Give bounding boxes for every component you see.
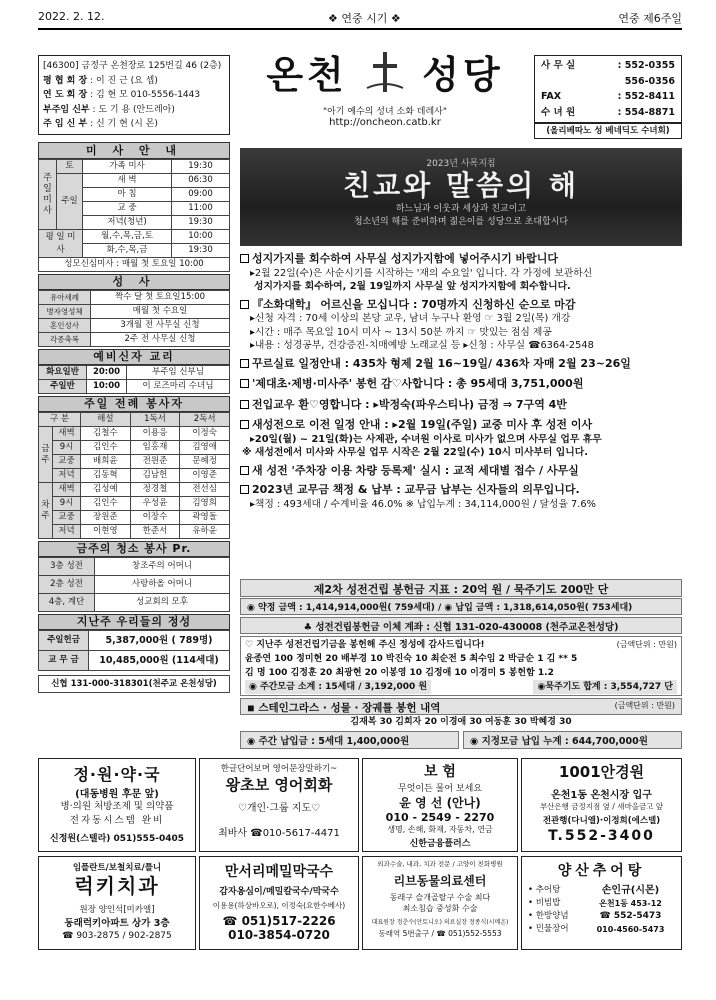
ad-glasses: 1001안경원 온천1동 온천시장 입구 부산은행 금정지점 옆 / 새마을금고 앞 전관행(다니엘)·이정희(에스델) T.552-3400 — [521, 758, 682, 852]
top-bar — [38, 10, 682, 28]
table-row: 9시 김인수 임홍재 김영애 — [39, 441, 230, 455]
offering-title: 지난주 우리들의 정성 — [38, 614, 230, 630]
table-row: 평 일 미 사 월,수,목,금,토 10:00 — [39, 230, 230, 244]
ad-vet: 외과수술, 내과, 치과 전문 / 고양이 친화병원 리브동물의료센터 동래구 슬개골탈구 수술 최다 최소침습 중성화 수술 대표원장 정춘수(안토니오) 의료실장 정종식(시메온) 동래역 5번출구 / ☎ 051)552-5553 — [362, 856, 518, 950]
unit-note: (금액단위 : 만원) — [616, 640, 677, 649]
season-mark: ❖ — [328, 12, 338, 25]
table-row: 주일반 10:00 이 로즈마리 수녀님 — [39, 380, 230, 394]
info-row: 부주임 신부 : 도 기 용 (안드레아) — [43, 104, 175, 115]
table-row: 저녁(청년) 19:30 — [39, 216, 230, 230]
ad-dental: 임플란트/보철치료/틀니 럭키치과 원장 양인석[미카엘] 동래럭키아파트 상가 3층 ☎ 903-2875 / 902-2875 — [38, 856, 196, 950]
glass-donors: 김재복 30 김희자 20 이경애 30 여동훈 30 박혜경 30 — [350, 717, 572, 727]
square-bullet-icon — [240, 300, 249, 309]
cleaning-title: 금주의 청소 봉사 Pr. — [38, 541, 230, 557]
table-row: 혼인성사 3개월 전 사무실 신청 — [39, 319, 230, 333]
thanks-line: ♡ 지난주 성전건립기금을 봉헌해 주신 정성에 감사드립니다! — [245, 640, 485, 650]
weekly-payment: ◉ 주간 납입금 : 5세대 1,400,000원 — [240, 731, 459, 749]
mass-title: 미 사 안 내 — [38, 142, 230, 159]
rosary-total: ◉묵주기도 합계 : 3,554,727 단 — [533, 680, 677, 694]
square-bullet-icon — [240, 485, 249, 494]
ad-pharmacy: 정·원·약·국 (대동병원 후문 앞) 병·의원 처방조제 및 의약품 전자동시스템 완비 신정원(스텔라) 051)555-0405 — [38, 758, 196, 852]
banner — [240, 148, 682, 246]
table-row: 차주 새벽 김성예 정경철 전선심 — [39, 483, 230, 497]
building-title: 제2차 성전건립 봉헌금 지표 : 20억 원 / 묵주기도 200만 단 — [240, 579, 682, 597]
cleaning-table — [38, 557, 230, 612]
square-bullet-icon — [240, 379, 249, 388]
info-row: 평 협 회 장 : 이 진 근 (요 셉) — [43, 75, 158, 86]
total-payment: ◉ 지정모금 납입 누계 : 644,700,000원 — [463, 731, 682, 749]
top-rule — [38, 28, 682, 30]
donor-line: 윤종연 100 정미현 20 배부경 10 박진숙 10 최순전 5 최수임 2 박금순 1 김 ** 5 — [245, 654, 578, 664]
table-row: 병자영성체 매월 첫 수요일 — [39, 305, 230, 319]
offering-table — [38, 630, 230, 671]
table-row: 금주 새벽 김철수 이용응 이정숙 — [39, 427, 230, 441]
info-row: [46300] 금정구 온천장로 125번길 46 (2층) — [43, 61, 222, 71]
table-row: 교중 장원준 이장수 곽영돌 — [39, 511, 230, 525]
menu-item: • 민물장어 — [528, 924, 569, 934]
website-link[interactable]: http://oncheon.catb.kr — [329, 117, 441, 128]
notice-item: 성지가지를 회수하여 사무실 성지가지함에 넣어주시기 바랍니다 ▸2월 22일(수)은 사순시기를 시작하는 '재의 수요일' 입니다. 각 가정에 보관하신 성지가지를 회수하여, 2월 19일까지 사무실 앞 성지가지함에 회수합니다. — [240, 252, 682, 294]
table-row: 화,수,목,금 19:30 — [39, 244, 230, 258]
sacraments-table — [38, 290, 230, 347]
ad-eel: 양산추어탕 • 추어탕 • 비빔밥 • 한방양념 • 민물장어 손인규(시몬) 온천1동 453-12 ☎ 552-5473 010-4560-5473 — [521, 856, 682, 950]
masthead-right: 성당 — [422, 53, 504, 97]
table-row: 교 무 금 10,485,000원 (114세대) — [39, 651, 230, 671]
notice-item: 꾸르실료 일정안내 : 435차 형제 2월 16~19일/ 436차 자매 2월 23~26일 — [240, 357, 682, 372]
table-row: 교 중 11:00 — [39, 202, 230, 216]
servers-title: 주일 전례 봉사자 — [38, 396, 230, 412]
table-row: 2층 성전 사랑하올 어머니 — [39, 576, 230, 594]
menu-item: • 비빔밥 — [528, 898, 561, 908]
table-row: 저녁 이현영 한준서 유하윤 — [39, 525, 230, 539]
table-row: 아 침 09:00 — [39, 188, 230, 202]
mass-table — [38, 159, 230, 272]
masthead-left: 온천 — [266, 53, 348, 97]
info-row: 주 임 신 부 : 신 기 현 (시 몬) — [43, 119, 158, 129]
contact-box — [534, 55, 682, 123]
banner-line2: 청소년의 해를 준비하며 젊은이를 성당으로 초대합시다 — [353, 217, 569, 227]
table-row: 주일헌금 5,387,000원 ( 789명) — [39, 631, 230, 651]
donor-line: 김 명 100 김정훈 20 최광현 20 이봉영 10 김정애 10 이경미 5 봉헌함 1.2 — [245, 668, 554, 678]
notices — [240, 252, 682, 514]
notice-item: 전입교우 환♡영합니다 : ▸박정숙(파우스티나) 금정 ⇒ 7구역 4반 — [240, 398, 682, 413]
table-row: 각종축복 2주 전 사무실 신청 — [39, 333, 230, 347]
season — [328, 10, 401, 26]
glass-unit: (금액단위 : 만원) — [614, 701, 675, 710]
info-row: 연 도 회 장 : 김 현 모 010-5556-1443 — [43, 90, 201, 100]
donor-box — [240, 636, 682, 696]
table-row: 교중 배희윤 전원준 문혜정 — [39, 455, 230, 469]
banner-title: 친교와 말씀의 해 — [343, 169, 579, 202]
catechism-title: 예비신자 교리 — [38, 349, 230, 365]
catechism-table — [38, 365, 230, 394]
table-row: 3층 성전 창조주의 어머니 — [39, 558, 230, 576]
sacraments-title: 성 사 — [38, 274, 230, 290]
servers-table — [38, 412, 230, 539]
table-row: 주일미사 토 가족 미사 19:30 — [39, 160, 230, 174]
convent-note: (올리베따노 성 베네딕도 수녀회) — [534, 123, 682, 139]
menu-item: • 한방양념 — [528, 911, 569, 921]
weekly-sum: ◉ 주간모금 소계 : 15세대 / 3,192,000 원 — [245, 680, 431, 694]
account-info: 신협 131-000-318301(천주교 온천성당) — [38, 675, 230, 693]
contact-row: 556-0356 — [624, 75, 675, 87]
masthead — [240, 50, 530, 140]
square-bullet-icon — [240, 254, 249, 263]
season-mark: ❖ — [390, 12, 401, 25]
notice-item: '제대초·제병·미사주' 봉헌 감♡사합니다 : 총 95세대 3,751,000원 — [240, 377, 682, 392]
building-account: ♣ 성전건립봉헌금 이체 계좌 : 신협 131-020-430008 (천주교온천성당) — [240, 617, 682, 634]
table-row: 유아세례 짝수 달 첫 토요일15:00 — [39, 291, 230, 305]
ad-english: 한글단어보며 영어문장말하기~ 왕초보 영어회화 ♡개인·그룹 지도♡ 최바사 ☎010-5617-4471 — [199, 758, 359, 852]
square-bullet-icon — [240, 359, 249, 368]
issue-date: 2022. 2. 12. — [38, 10, 105, 23]
cross-icon — [365, 50, 405, 94]
banner-year: 2023년 사목지침 — [426, 159, 496, 169]
building-pledge: ◉ 약정 금액 : 1,414,914,000원( 759세대) / ◉ 납입 금액 : 1,318,614,050원( 753세대) — [240, 598, 682, 615]
patron-saint: "아기 예수의 성녀 소화 데레사" — [322, 107, 448, 117]
table-row: 저녁 김동혁 김남헌 이영준 — [39, 469, 230, 483]
menu-item: • 추어탕 — [528, 885, 561, 895]
table-row: 9시 김인수 우성윤 김영희 — [39, 497, 230, 511]
notice-item: 새 성전 '주차장 이용 차량 등록제' 실시 : 교적 세대별 접수 / 사무실 — [240, 464, 682, 479]
contact-row: FAX : 552-8411 — [541, 91, 675, 102]
building-fund — [240, 579, 682, 749]
square-bullet-icon — [240, 466, 249, 475]
left-column — [38, 142, 230, 693]
ad-insurance: 보 험 무엇이든 물어 보세요 윤 영 선 (안나) 010 - 2549 - 2270 생명, 손해, 화재, 자동차, 연금 신한금융플러스 — [362, 758, 518, 852]
table-row: 화요일반 20:00 부주임 신부님 — [39, 366, 230, 380]
parish-info — [38, 55, 230, 135]
notice-item: 『소화대학』 어르신을 모십니다 : 70명까지 신청하신 순으로 마감 ▸신청 자격 : 70세 이상의 본당 교우, 남녀 누구나 환영 ☞ 3월 2일(목) 개강 ▸시간 : 매주 목요일 10시 미사 ~ 13시 50분 까지 ☞ 맛있는 점심 제공 ▸내용 : 성경공부, 건강증진-치매예방 노래교실 등 ▸신청 : 사무실 ☎6364-2548 — [240, 298, 682, 353]
table-row: 구 분 해설 1독서 2독서 — [39, 413, 230, 427]
contact-row: 수 녀 원 : 554-8871 — [541, 106, 675, 118]
ad-noodle: 만서리메밀막국수 감자옹심이/메밀칼국수/막국수 이용용(하상바오로), 이정숙(요한수베사) ☎ 051)517-2226 010-3854-0720 — [199, 856, 359, 950]
season-label: 연중 시기 — [341, 12, 388, 25]
table-row: 4층, 계단 성교회의 모후 — [39, 594, 230, 612]
glass-title: ◾ 스테인그라스 · 성물 · 장궤틀 봉헌 내역 — [247, 702, 441, 714]
week-label: 연중 제6주일 — [618, 12, 682, 25]
notice-item: 새성전으로 이전 일정 안내 : ▸2월 19일(주일) 교중 미사 후 성전 이사 ▸20일(월) ~ 21일(화)는 사제관, 수녀원 이사로 미사가 없으며 사무실 업무 휴무 ※ 새성전에서 미사와 사무실 업무 시작은 2월 22일(수) 10시 미사부터 입니다. — [242, 418, 602, 458]
contact-row: 사 무 실 : 552-0355 — [541, 60, 675, 71]
table-row: 주일 새 벽 06:30 — [39, 174, 230, 188]
notice-item: 2023년 교무금 책정 & 납부 : 교무금 납부는 신자들의 의무입니다. ▸책정 : 493세대 / 수계비율 46.0% ※ 납입누계 : 34,114,000원 / 달성율 7.6% — [240, 483, 682, 511]
table-row: 성모신심미사 : 매월 첫 토요일 10:00 — [39, 258, 230, 272]
banner-line1: 하느님과 이웃과 세상과 친교이고 — [395, 204, 527, 214]
square-bullet-icon — [240, 420, 249, 429]
phone-icon: ☎ — [62, 931, 74, 941]
square-bullet-icon — [240, 400, 249, 409]
